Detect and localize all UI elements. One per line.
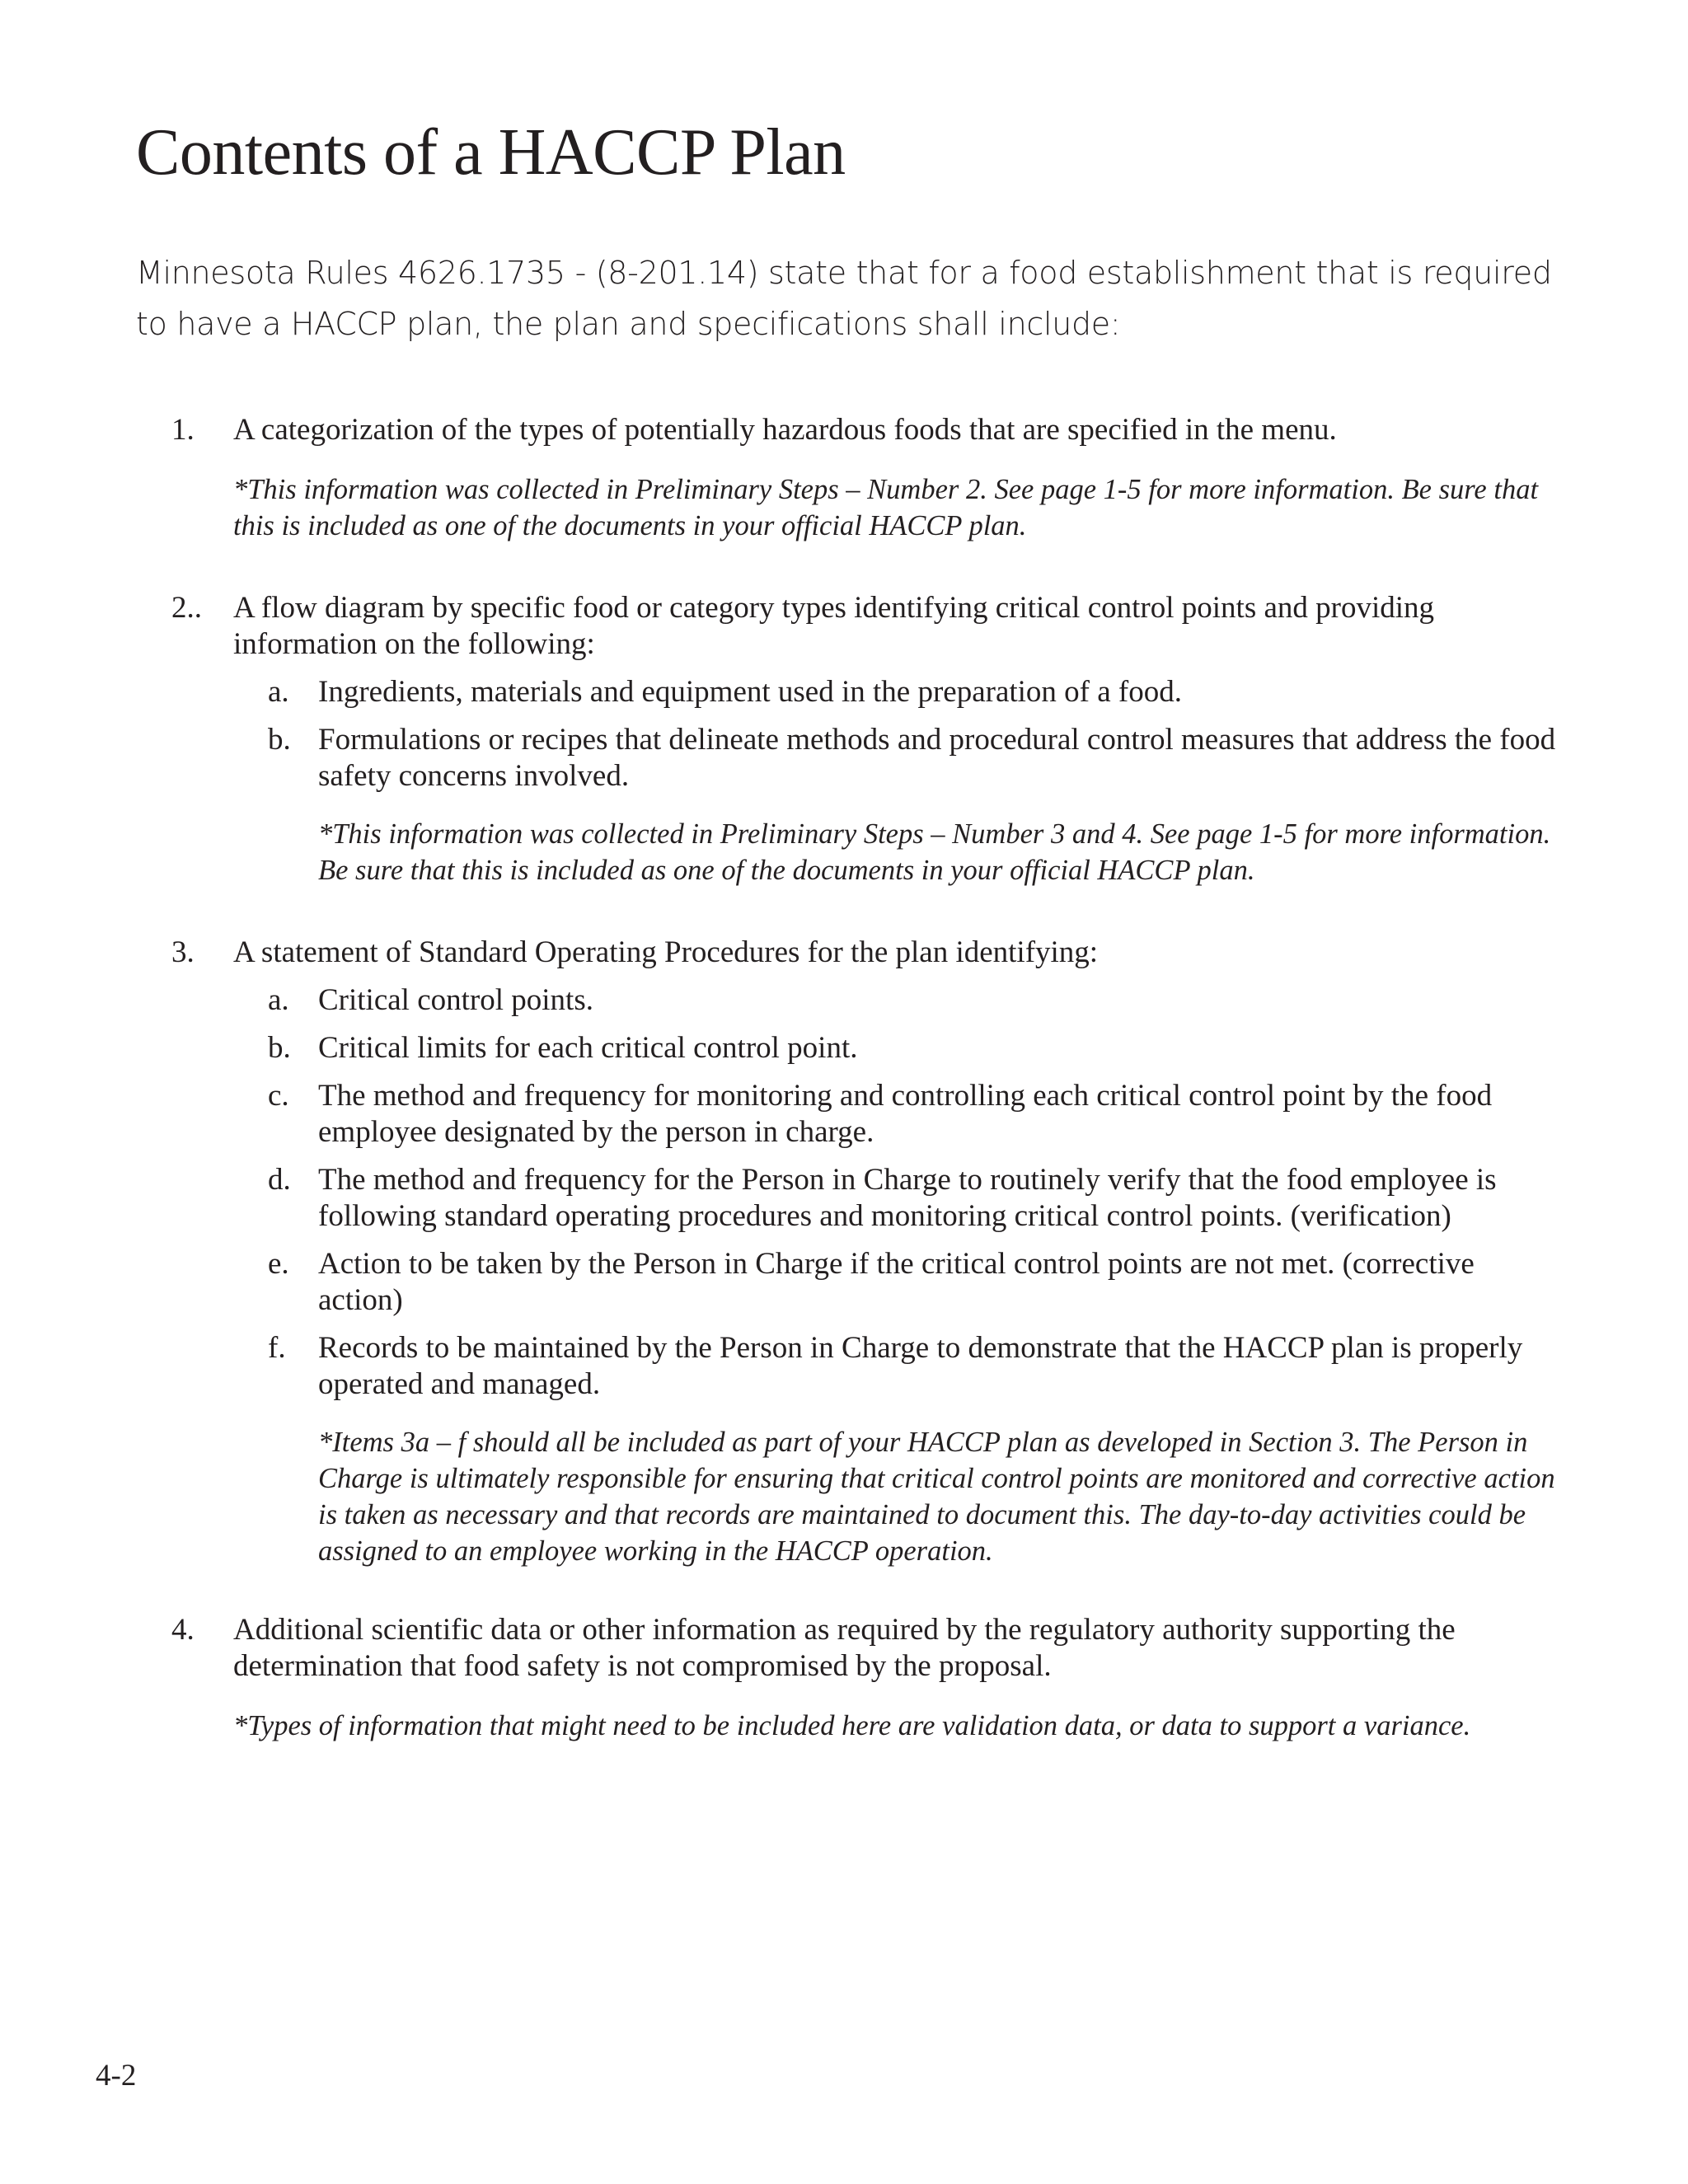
sub-item-letter: f. [268,1331,286,1365]
sub-item-letter: b. [268,723,291,757]
list-item [0,935,1688,1569]
item-text: Additional scientific data or other information as required by the regulatory authority supporting the determination that food safety is not compromised by the proposal. [233,1613,1456,1683]
sub-item-text: Critical limits for each critical control point. [318,1031,858,1065]
sub-item-letter: c. [268,1079,289,1113]
item-text: A statement of Standard Operating Procedures for the plan identifying: [233,935,1099,969]
page-number: 4-2 [96,2059,137,2093]
item-number: 4. [171,1613,195,1647]
sub-item [233,1162,1556,1235]
sub-item [233,1078,1556,1151]
item-note: *This information was collected in Preliminary Steps – Number 2. See page 1-5 for more information. Be sure that this is included as one of the documents in your official HACCP plan. [233,474,1539,541]
sub-item-letter: e. [268,1247,289,1281]
sub-item-text: Formulations or recipes that delineate methods and procedural control measures that address the food safety concerns involved. [318,723,1556,793]
sub-item-text: The method and frequency for the Person in Charge to routinely verify that the food employee is following standard operating procedures and monitoring critical control points. (verification) [318,1163,1497,1233]
sub-item-text: Records to be maintained by the Person in Charge to demonstrate that the HACCP plan is properly operated and managed. [318,1331,1523,1401]
sub-list [233,982,1556,1403]
page-title: Contents of a HACCP Plan [136,116,846,189]
item-text: A categorization of the types of potentially hazardous foods that are specified in the menu. [233,413,1337,447]
sub-item [233,1246,1556,1319]
item-text: A flow diagram by specific food or category types identifying critical control points and providing information on the following: [233,591,1435,661]
sub-item-text: Critical control points. [318,983,593,1017]
sub-item-text: Action to be taken by the Person in Charge if the critical control points are not met. (corrective action) [318,1247,1475,1317]
sub-item-letter: b. [268,1031,291,1065]
item-note: *Items 3a – f should all be included as part of your HACCP plan as developed in Section 3. The Person in Charge is ultimately responsible for ensuring that critical control points are monitored and corrective action is taken as necessary and that records are maintained to document this. The day-to-day activities could be assigned to an employee working in the HACCP operation. [318,1427,1555,1567]
sub-item-letter: a. [268,983,289,1017]
sub-item [233,1030,1556,1066]
sub-item-letter: a. [268,675,289,709]
item-number: 2.. [171,591,202,625]
sub-item-text: Ingredients, materials and equipment used in the preparation of a food. [318,675,1182,709]
sub-item [233,674,1556,710]
sub-item-text: The method and frequency for monitoring and controlling each critical control point by the food employee designated by the person in charge. [318,1079,1493,1149]
sub-item [233,1330,1556,1403]
requirements-list [0,412,1688,1744]
list-item [0,1612,1688,1744]
sub-item [233,982,1556,1019]
item-note: *This information was collected in Preliminary Steps – Number 3 and 4. See page 1-5 for more information. Be sure that this is included as one of the documents in your official HACCP plan. [318,818,1551,886]
sub-item [233,722,1556,794]
list-item [0,590,1688,888]
item-note: *Types of information that might need to be included here are validation data, or data to support a variance. [233,1710,1471,1741]
item-number: 3. [171,935,195,969]
item-number: 1. [171,413,195,447]
sub-list [233,674,1556,794]
list-item [0,412,1688,544]
sub-item-letter: d. [268,1163,291,1197]
intro-paragraph: Minnesota Rules 4626.1735 - (8-201.14) state that for a food establishment that is required to have a HACCP plan, the plan and specifications shall include: [136,255,1552,342]
